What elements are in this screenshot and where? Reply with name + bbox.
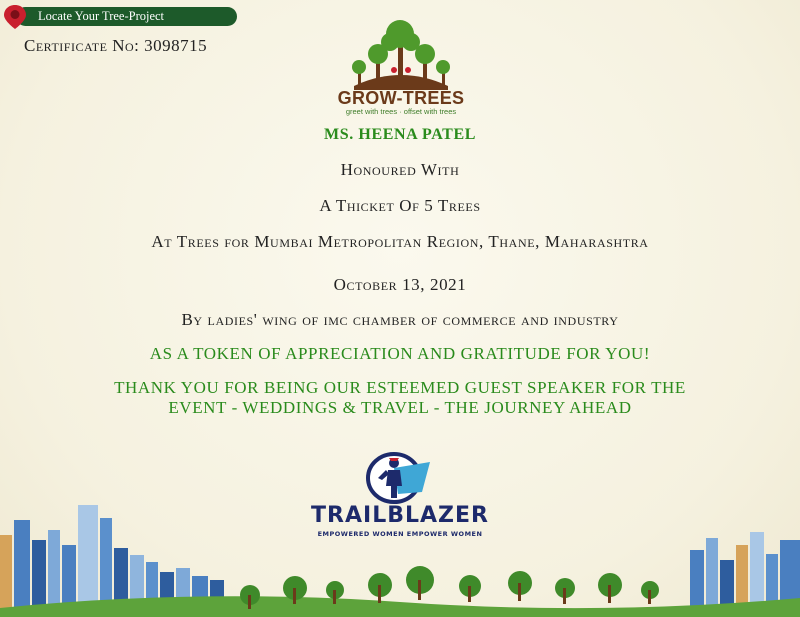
project-location: At Trees for Mumbai Metropolitan Region, Thane, Maharashtra [151, 232, 649, 251]
thanks-message: THANK YOU FOR BEING OUR ESTEEMED GUEST SPEAKER FOR THE EVENT - WEDDINGS & TRAVEL - THE JOURNEY AHEAD [114, 378, 686, 417]
logo-title: GROW-TREES [337, 88, 465, 108]
appreciation-text: AS A TOKEN OF APPRECIATION AND GRATITUDE FOR YOU! [149, 344, 651, 363]
trailblazer-tagline: EMPOWERED WOMEN EMPOWER WOMEN [317, 530, 483, 538]
city-skyline-illustration [0, 490, 800, 617]
logo-tagline: greet with trees · offset with trees [345, 107, 457, 116]
gifted-by-text: By ladies' wing of imc chamber of commerce and industry [181, 310, 619, 329]
locate-tree-project-button[interactable] [2, 6, 238, 28]
trailblazer-wordmark: TRAILBLAZER [311, 503, 489, 528]
locate-button-label: Locate Your Tree-Project [38, 9, 165, 23]
certificate-number: Certificate No: 3098715 [24, 36, 208, 55]
honoured-with-text: Honoured With [340, 160, 460, 179]
recipient-name: MS. HEENA PATEL [324, 126, 476, 143]
map-pin-icon [2, 4, 28, 30]
gift-text: A Thicket Of 5 Trees [319, 196, 481, 215]
certificate-date: October 13, 2021 [333, 275, 467, 294]
